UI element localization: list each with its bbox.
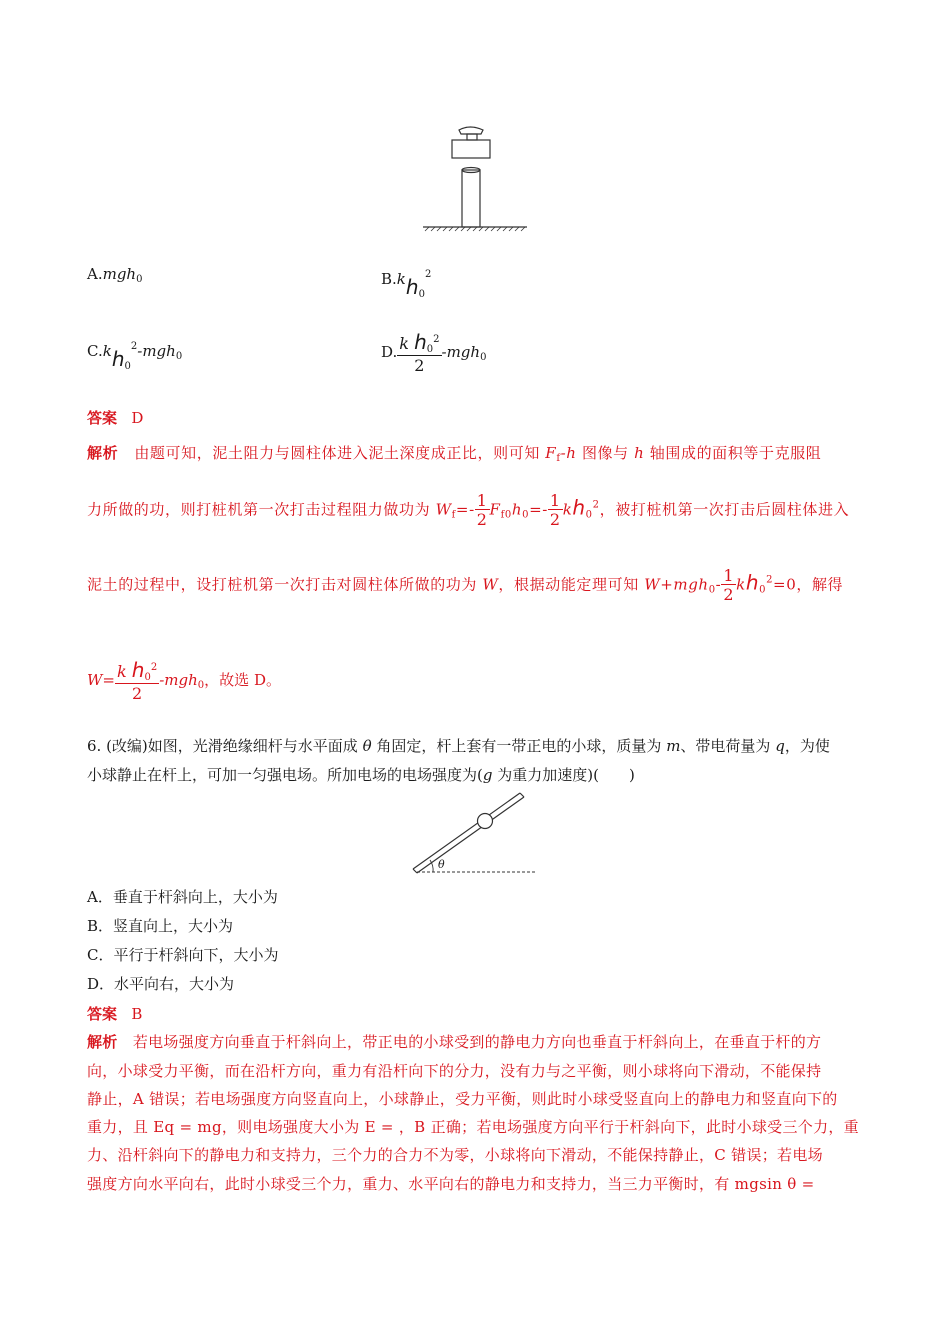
- q6-stem-d: ，为使: [784, 737, 830, 755]
- hammer-neck: [467, 134, 477, 140]
- q6-option-d: D．水平向右，大小为: [87, 975, 235, 993]
- q5-l2-frac2: [548, 493, 563, 528]
- q5-analysis-h2: h: [634, 444, 645, 462]
- q5-l3-text: 泥土的过程中，设打桩机第一次打击对圆柱体所做的功为: [87, 575, 478, 594]
- option-d-h: h: [414, 330, 427, 354]
- q5-l3-text-b: ，根据动能定理可知: [498, 575, 639, 594]
- q6-analysis-label: 解析: [87, 1033, 118, 1051]
- q6-analysis-line-4: 重力，且 Eq = mg，则电场强度大小为 E = ，B 正确；若电场强度方向平行于杆斜向下，此时小球受三个力，重: [87, 1118, 859, 1136]
- q5-l2-frac2-den: 2: [549, 510, 561, 529]
- q5-l2-W: W: [435, 500, 452, 519]
- q5-l2-frac-num: 1: [476, 491, 488, 510]
- q5-l4-k: k: [117, 662, 127, 681]
- option-d-label: D.: [381, 343, 398, 361]
- q5-l3-k: k: [736, 575, 746, 594]
- q5-l2-h0: h: [511, 500, 523, 519]
- q6-analysis-line-6: 强度方向水平向右，此时小球受三个力，重力、水平向右的静电力和支持力，当三力平衡时，有 mgsin θ =: [87, 1175, 815, 1193]
- q5-l3-bh: h: [745, 570, 760, 595]
- q6-analysis-line-1: [87, 1031, 821, 1052]
- q5-l3-expr: W+mgh: [644, 575, 709, 594]
- option-b: [381, 265, 432, 300]
- q5-l4-end: ，故选 D。: [204, 671, 281, 689]
- rod-edge-upper: [417, 797, 524, 873]
- q5-l3-minus: -: [715, 575, 722, 594]
- q5-l4-den: 2: [115, 683, 159, 702]
- figure-theta-label: θ: [438, 858, 445, 871]
- q5-l2-sup: 2: [592, 499, 600, 511]
- q5-analysis-text-b: 图像与: [581, 444, 629, 462]
- q6-option-c: C．平行于杆斜向下，大小为: [87, 946, 279, 964]
- q6-stem-a: 6. (改编)如图，光滑绝缘细杆与水平面成: [87, 737, 358, 755]
- option-a: [87, 265, 142, 285]
- q5-l4-sup: 2: [150, 662, 158, 673]
- option-d-tail: -mgh: [441, 343, 481, 361]
- option-d-sub: 0: [426, 344, 434, 355]
- q5-l3-frac-den: 2: [723, 585, 735, 604]
- q6-q: q: [775, 737, 785, 755]
- q6-stem-line-1: [87, 735, 830, 756]
- q6-stem-c: 、带电荷量为: [680, 737, 771, 755]
- q5-l2-F0sub: f0: [500, 509, 512, 521]
- q5-answer: [87, 407, 143, 428]
- q5-l4-eq: =: [102, 671, 115, 689]
- q5-l2-h0sub: 0: [522, 509, 530, 521]
- q5-l4-W: W: [87, 671, 103, 689]
- q5-l4-frac: [115, 660, 159, 702]
- q5-analysis-F: F: [545, 444, 557, 462]
- q5-l2-eq2: =-: [529, 500, 548, 519]
- q5-analysis-line-4: [87, 660, 281, 702]
- option-d-sup: 2: [433, 334, 440, 345]
- option-b-label: B.: [381, 270, 397, 288]
- option-a-label: A.: [87, 265, 103, 283]
- q6-analysis-line-3: 静止，A 错误；若电场强度方向竖直向上，小球静止，受力平衡，则此时小球受竖直向上的静电力和竖直向下的: [87, 1090, 838, 1108]
- q5-l2-frac-den: 2: [476, 510, 488, 529]
- q5-l2-eq: =-: [455, 500, 475, 519]
- q5-l4-tailsub: 0: [197, 680, 205, 691]
- q5-l3-bhsub: 0: [759, 584, 767, 596]
- q5-l3-sup: 2: [766, 574, 774, 586]
- q6-theta: θ: [362, 737, 372, 755]
- q6-option-a: A．垂直于杆斜向上，大小为: [87, 888, 278, 906]
- hammer-top-shape: [459, 127, 483, 134]
- q6-g: g: [482, 766, 493, 784]
- q5-analysis-Fsub: f: [556, 453, 561, 464]
- q6-stem-e: 小球静止在杆上，可加一匀强电场。所加电场的电场强度为(: [87, 766, 483, 784]
- q5-analysis-line-1: [87, 442, 821, 464]
- q5-l4-h: h: [131, 658, 145, 682]
- q6-answer: [87, 1003, 142, 1024]
- q5-answer-label: 答案: [87, 409, 118, 427]
- q5-l2-frac2-num: 1: [549, 491, 561, 510]
- rod-edge-lower: [413, 793, 520, 869]
- charged-ball: [478, 814, 493, 829]
- q5-answer-value: D: [131, 409, 144, 427]
- inclined-rod-figure: [405, 790, 545, 875]
- q5-l2-text: 力所做的功，则打桩机第一次打击过程阻力做功为: [87, 500, 431, 519]
- q5-analysis-text: 由题可知，泥土阻力与圆柱体进入泥土深度成正比，则可知: [134, 444, 540, 462]
- option-b-k: k: [396, 270, 406, 288]
- q5-analysis-line-2: [87, 493, 849, 528]
- option-c: [87, 337, 183, 372]
- q5-l3-frac-num: 1: [723, 566, 735, 585]
- q5-l2-k: k: [562, 500, 573, 519]
- q5-l2-bh: h: [572, 495, 586, 520]
- q5-analysis-h: -h: [560, 444, 577, 462]
- option-c-tail-sub: 0: [175, 351, 183, 362]
- q5-l4-tail: -mgh: [159, 671, 198, 689]
- option-d-tail-sub: 0: [480, 352, 487, 363]
- option-c-sub: 0: [124, 361, 131, 372]
- q6-option-b: B．竖直向上，大小为: [87, 917, 234, 935]
- q5-analysis-text-c: 轴围成的面积等于克服阻: [649, 444, 822, 462]
- q6-answer-value: B: [131, 1005, 143, 1023]
- q5-l2-tail: ，被打桩机第一次打击后圆柱体进入: [599, 500, 850, 519]
- hammer-block: [452, 140, 490, 158]
- option-c-tail: -mgh: [137, 342, 176, 360]
- q6-stem-f: 为重力加速度)( ): [497, 766, 635, 784]
- q5-analysis-line-3: [87, 568, 843, 603]
- option-a-expr: mgh: [102, 265, 137, 283]
- option-d-k: k: [399, 334, 409, 353]
- q5-l2-F0: F: [489, 500, 501, 519]
- q6-stem-line-2: [87, 764, 635, 785]
- q5-l3-W: W: [482, 575, 499, 594]
- option-b-sup: 2: [424, 269, 432, 280]
- q6-answer-label: 答案: [87, 1005, 118, 1023]
- q5-l2-bhsub: 0: [585, 509, 593, 521]
- option-c-sup: 2: [130, 341, 138, 352]
- q5-l2-frac: [475, 493, 490, 528]
- q5-l3-exprsub: 0: [708, 584, 716, 596]
- option-a-sub: 0: [136, 274, 143, 285]
- q5-analysis-label: 解析: [87, 444, 119, 462]
- q6-analysis-text-1: 若电场强度方向垂直于杆斜向上，带正电的小球受到的静电力方向也垂直于杆斜向上，在垂直于杆的方: [132, 1033, 822, 1051]
- q5-l4-hsub: 0: [144, 672, 151, 683]
- q6-analysis-line-2: 向，小球受力平衡，而在沿杆方向，重力有沿杆向下的分力，没有力与之平衡，则小球将向下滑动，不能保持: [87, 1062, 822, 1080]
- q6-stem-b: 角固定，杆上套有一带正电的小球，质量为: [376, 737, 662, 755]
- q6-analysis-line-5: 力、沿杆斜向下的静电力和支持力，三个力的合力不为零，小球将向下滑动，不能保持静止，C 错误；若电场: [87, 1146, 823, 1164]
- option-b-sub: 0: [418, 289, 425, 300]
- q5-l2-Wsub: f: [451, 509, 456, 521]
- q5-l3-frac: [721, 568, 736, 603]
- q6-m: m: [666, 737, 681, 755]
- option-d-fraction: [397, 332, 441, 374]
- option-d-den: 2: [397, 355, 441, 374]
- option-d: [381, 332, 486, 374]
- pile-driver-figure: [415, 120, 535, 235]
- option-c-label: C.: [87, 342, 103, 360]
- option-c-k: k: [102, 342, 112, 360]
- option-c-h: h: [111, 347, 125, 371]
- option-b-h: h: [405, 275, 419, 299]
- cylinder-pile: [462, 170, 480, 227]
- q5-l3-tail: =0，解得: [773, 575, 844, 594]
